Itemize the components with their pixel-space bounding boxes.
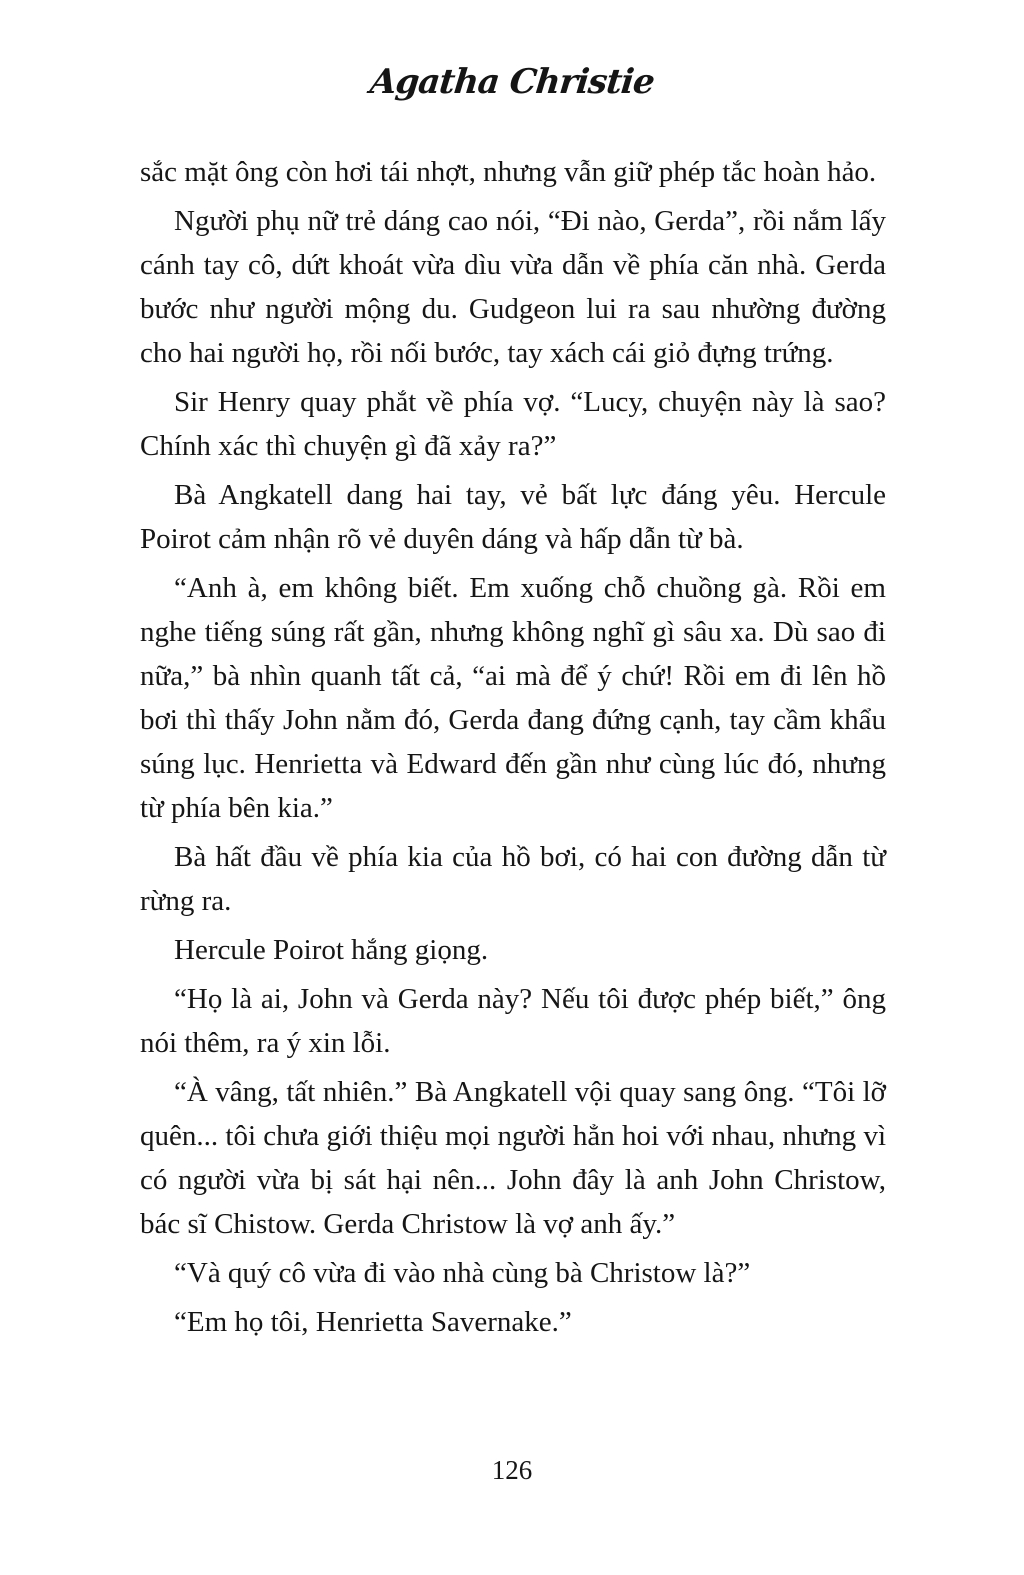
page-number: 126 (491, 1455, 533, 1485)
paragraph: Sir Henry quay phắt về phía vợ. “Lucy, chuyện này là sao? Chính xác thì chuyện gì đã xảy ra?” (140, 386, 886, 462)
agatha-christie-signature: Agatha Christie (368, 62, 656, 102)
paragraph: “Em họ tôi, Henrietta Savernake.” (174, 1306, 572, 1338)
page-body (140, 150, 886, 1349)
paragraph: Bà Angkatell dang hai tay, vẻ bất lực đáng yêu. Hercule Poirot cảm nhận rõ vẻ duyên dáng và hấp dẫn từ bà. (140, 479, 886, 555)
paragraph: sắc mặt ông còn hơi tái nhợt, nhưng vẫn giữ phép tắc hoàn hảo. (140, 156, 877, 188)
paragraph: “Họ là ai, John và Gerda này? Nếu tôi được phép biết,” ông nói thêm, ra ý xin lỗi. (140, 983, 886, 1059)
paragraph: “Anh à, em không biết. Em xuống chỗ chuồng gà. Rồi em nghe tiếng súng rất gần, nhưng không nghĩ gì sâu xa. Dù sao đi nữa,” bà nhìn quanh tất cả, “ai mà để ý chứ! Rồi em đi lên hồ bơi thì thấy John nằm đó, Gerda đang đứng cạnh, tay cầm khẩu súng lục. Henrietta và Edward đến gần như cùng lúc đó, nhưng từ phía bên kia.” (140, 572, 886, 824)
paragraph: “Và quý cô vừa đi vào nhà cùng bà Christow là?” (174, 1257, 751, 1289)
paragraph: Bà hất đầu về phía kia của hồ bơi, có hai con đường dẫn từ rừng ra. (140, 841, 886, 917)
paragraph: Người phụ nữ trẻ dáng cao nói, “Đi nào, Gerda”, rồi nắm lấy cánh tay cô, dứt khoát vừa dìu vừa dẫn về phía căn nhà. Gerda bước như người mộng du. Gudgeon lui ra sau nhường đường cho hai người họ, rồi nối bước, tay xách cái giỏ đựng trứng. (140, 205, 886, 369)
paragraph: Hercule Poirot hắng giọng. (174, 934, 489, 966)
paragraph: “À vâng, tất nhiên.” Bà Angkatell vội quay sang ông. “Tôi lỡ quên... tôi chưa giới thiệu mọi người hẳn hoi với nhau, nhưng vì có người vừa bị sát hại nên... John đây là anh John Christow, bác sĩ Chistow. Gerda Christow là vợ anh ấy.” (140, 1076, 886, 1240)
